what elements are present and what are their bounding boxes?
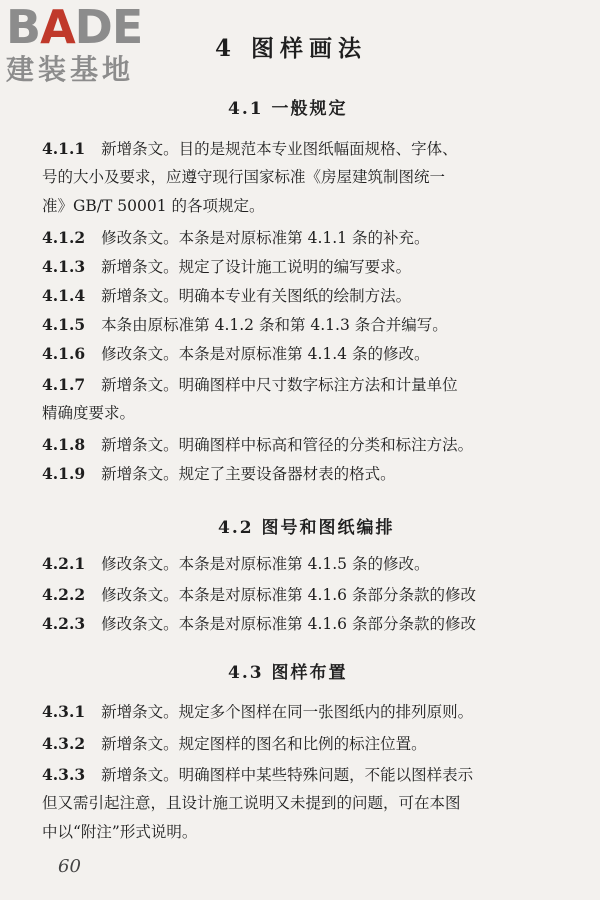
clause-number: 4.1.4: [42, 286, 86, 305]
clause-number: 4.1.7: [42, 375, 86, 394]
clause-number: 4.2.1: [42, 554, 86, 573]
clause: [42, 697, 473, 727]
clause-number: 4.1.6: [42, 344, 86, 363]
clause-text: 号的大小及要求，应遵守现行国家标准《房屋建筑制图统一: [42, 168, 446, 186]
clause-text: 精确度要求。: [42, 404, 136, 422]
clause: [42, 281, 411, 311]
clause-number: 4.3.1: [42, 702, 86, 721]
clause: [42, 223, 429, 253]
clause: [42, 339, 429, 369]
clause-text: 修改条文。本条是对原标准第 4.1.6 条部分条款的修改: [101, 615, 476, 633]
clause-number: 4.1.3: [42, 257, 86, 276]
clause-text: 新增条文。明确图样中尺寸数字标注方法和计量单位: [101, 376, 458, 394]
section-title: 4.2 图号和图纸编排: [218, 518, 395, 538]
clause-number: 4.1.2: [42, 228, 86, 247]
clause: [42, 430, 473, 460]
clause-text: 新增条文。规定了设计施工说明的编写要求。: [101, 258, 412, 276]
clause-text: 新增条文。规定图样的图名和比例的标注位置。: [101, 735, 427, 753]
section-title: 4.3 图样布置: [228, 663, 348, 683]
clause-text: 修改条文。本条是对原标准第 4.1.6 条部分条款的修改: [101, 586, 476, 604]
clause: [42, 580, 476, 610]
clause-text: 本条由原标准第 4.1.2 条和第 4.1.3 条合并编写。: [101, 316, 448, 334]
bade-logo: [6, 0, 176, 86]
clause-number: 4.2.2: [42, 585, 86, 604]
clause: [42, 459, 396, 489]
clause-text: 新增条文。目的是规范本专业图纸幅面规格、字体、: [101, 140, 458, 158]
clause-text: 修改条文。本条是对原标准第 4.1.4 条的修改。: [101, 345, 430, 363]
clause-number: 4.1.9: [42, 464, 86, 483]
logo-subtitle: 建装基地: [6, 53, 135, 86]
clause: [42, 252, 411, 282]
clause: [42, 370, 458, 400]
clause-text: 新增条文。规定了主要设备器材表的格式。: [101, 465, 396, 483]
clause-number: 4.3.2: [42, 734, 86, 753]
clause: [42, 609, 476, 639]
clause: [42, 549, 429, 579]
clause: [42, 134, 458, 164]
clause-number: 4.2.3: [42, 614, 86, 633]
clause-number: 4.3.3: [42, 765, 86, 784]
clause-text: 修改条文。本条是对原标准第 4.1.1 条的补充。: [101, 229, 430, 247]
section-title: 4.1 一般规定: [228, 99, 348, 119]
clause: [42, 729, 427, 759]
clause-number: 4.1.8: [42, 435, 86, 454]
clause-number: 4.1.1: [42, 139, 86, 158]
clause-text: 新增条文。明确图样中某些特殊问题，不能以图样表示: [101, 766, 474, 784]
clause-text: 修改条文。本条是对原标准第 4.1.5 条的修改。: [101, 555, 430, 573]
clause-text: 新增条文。明确图样中标高和管径的分类和标注方法。: [101, 436, 474, 454]
clause-text: 新增条文。规定多个图样在同一张图纸内的排列原则。: [101, 703, 474, 721]
clause: [42, 310, 448, 340]
clause-text: 但又需引起注意，且设计施工说明又未提到的问题，可在本图: [42, 794, 461, 812]
clause: [42, 760, 473, 790]
clause-text: 新增条文。明确本专业有关图纸的绘制方法。: [101, 287, 412, 305]
clause-text: 中以“附注”形式说明。: [42, 823, 198, 841]
chapter-title: 4 图样画法: [215, 35, 368, 62]
clause-number: 4.1.5: [42, 315, 86, 334]
logo-wordmark: BADE: [6, 0, 143, 54]
page-number: 60: [58, 856, 81, 877]
clause-text: 准》GB/T 50001 的各项规定。: [42, 197, 265, 215]
